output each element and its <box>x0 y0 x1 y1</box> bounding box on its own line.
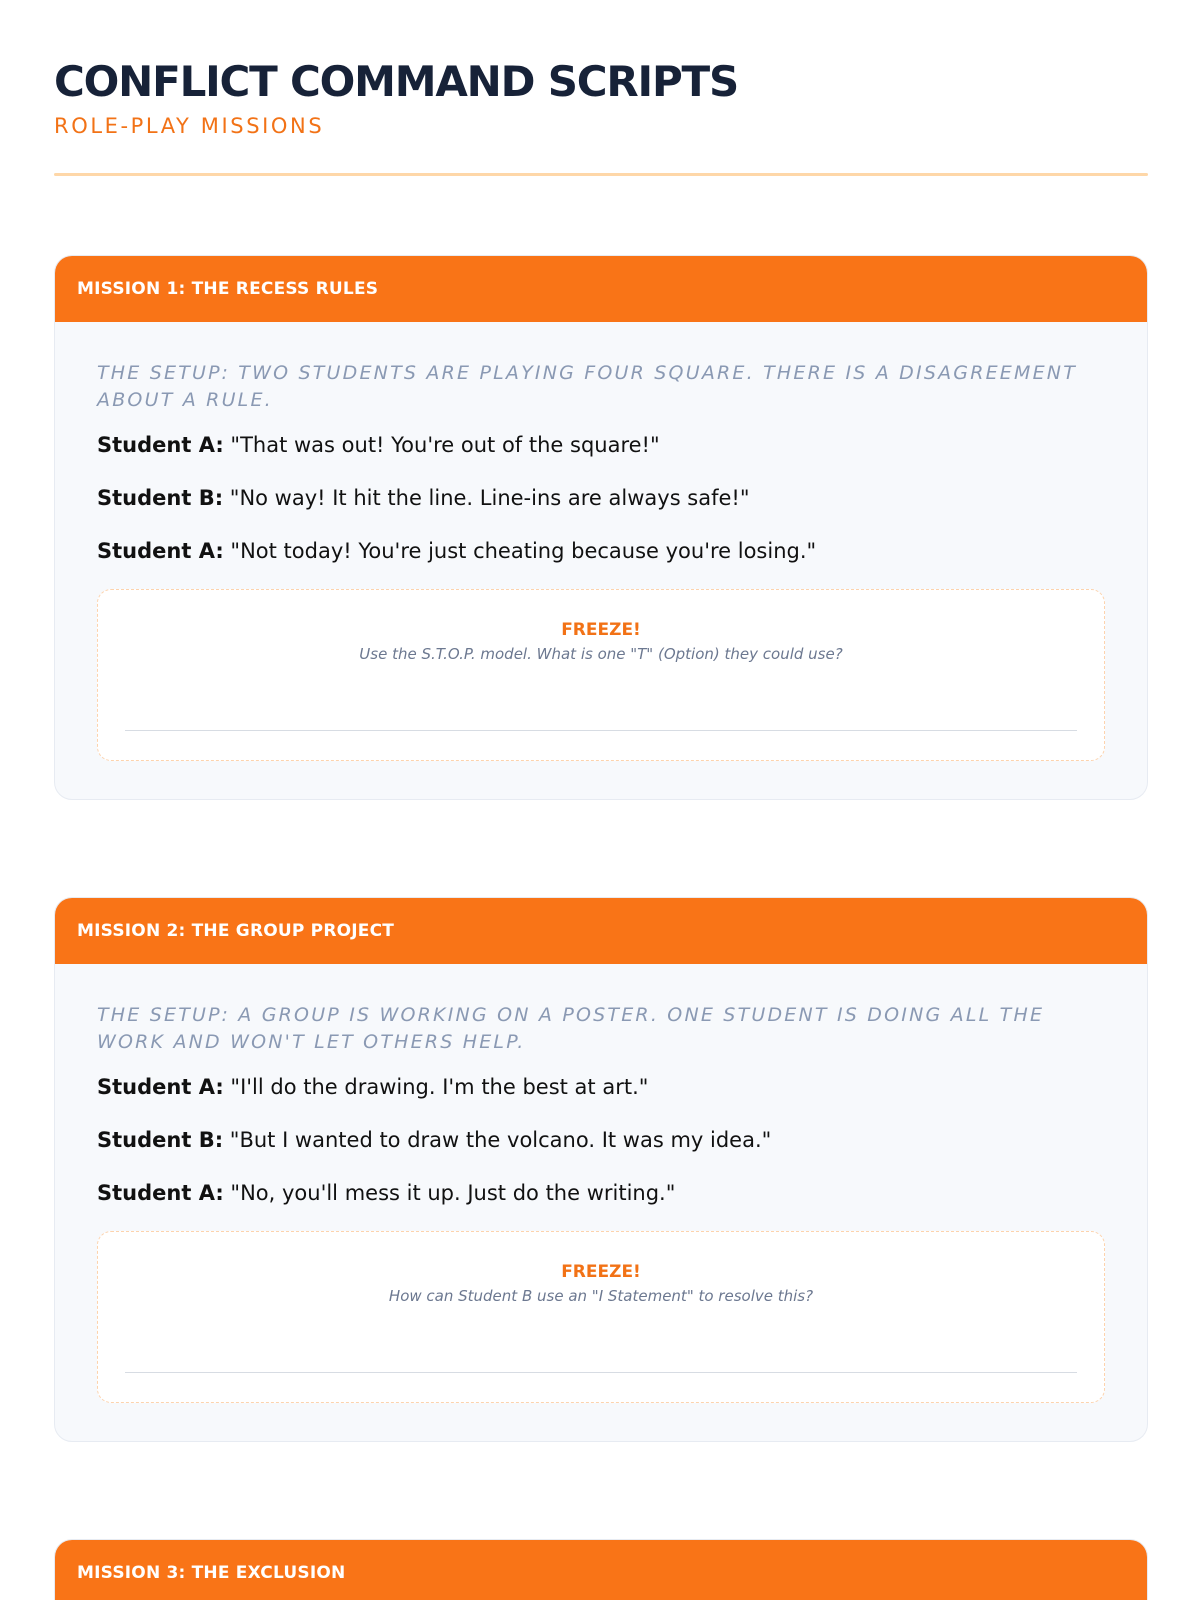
mission-card-2 <box>54 897 1148 1442</box>
dialogue-text: "Not today! You're just cheating because you're losing." <box>230 539 817 563</box>
dialogue-text: "That was out! You're out of the square!" <box>230 433 660 457</box>
dialogue-text: "I'll do the drawing. I'm the best at art." <box>230 1075 649 1099</box>
speaker-label: Student A: <box>97 1181 224 1205</box>
speaker-label: Student A: <box>97 539 224 563</box>
mission-heading: MISSION 1: THE RECESS RULES <box>55 256 1147 322</box>
mission-setup: THE SETUP: A GROUP IS WORKING ON A POSTER. ONE STUDENT IS DOING ALL THE WORK AND WON'T LET OTHERS HELP. <box>97 1004 1045 1053</box>
freeze-prompt: Use the S.T.O.P. model. What is one "T" (Option) they could use? <box>359 645 843 663</box>
page-header <box>54 54 1148 140</box>
mission-heading: MISSION 3: THE EXCLUSION <box>55 1540 1147 1600</box>
dialogue-text: "No, you'll mess it up. Just do the writing." <box>230 1181 676 1205</box>
dialogue-text: "But I wanted to draw the volcano. It was my idea." <box>229 1128 772 1152</box>
answer-line <box>125 1372 1077 1373</box>
dialogue-text: "No way! It hit the line. Line-ins are always safe!" <box>229 486 750 510</box>
dialogue-line <box>97 1125 1105 1155</box>
answer-line <box>125 730 1077 731</box>
mission-heading: MISSION 2: THE GROUP PROJECT <box>55 898 1147 964</box>
freeze-answer-box[interactable] <box>97 1231 1105 1403</box>
mission-body <box>55 322 1147 799</box>
dialogue-line <box>97 430 1105 460</box>
freeze-prompt: How can Student B use an "I Statement" to resolve this? <box>388 1287 814 1305</box>
mission-body <box>55 964 1147 1441</box>
dialogue-line <box>97 483 1105 513</box>
page-title: CONFLICT COMMAND SCRIPTS <box>54 57 739 106</box>
mission-card-1 <box>54 255 1148 800</box>
freeze-label: FREEZE! <box>561 1262 641 1282</box>
dialogue-line <box>97 536 1105 566</box>
freeze-answer-box[interactable] <box>97 589 1105 761</box>
header-divider <box>54 173 1148 176</box>
speaker-label: Student A: <box>97 433 224 457</box>
dialogue-line <box>97 1072 1105 1102</box>
mission-setup: THE SETUP: TWO STUDENTS ARE PLAYING FOUR SQUARE. THERE IS A DISAGREEMENT ABOUT A RULE. <box>97 362 1078 411</box>
freeze-label: FREEZE! <box>561 620 641 640</box>
mission-card-3 <box>54 1539 1148 1600</box>
page-subtitle: ROLE-PLAY MISSIONS <box>54 114 325 138</box>
speaker-label: Student A: <box>97 1075 224 1099</box>
speaker-label: Student B: <box>97 486 224 510</box>
speaker-label: Student B: <box>97 1128 224 1152</box>
dialogue-line <box>97 1178 1105 1208</box>
